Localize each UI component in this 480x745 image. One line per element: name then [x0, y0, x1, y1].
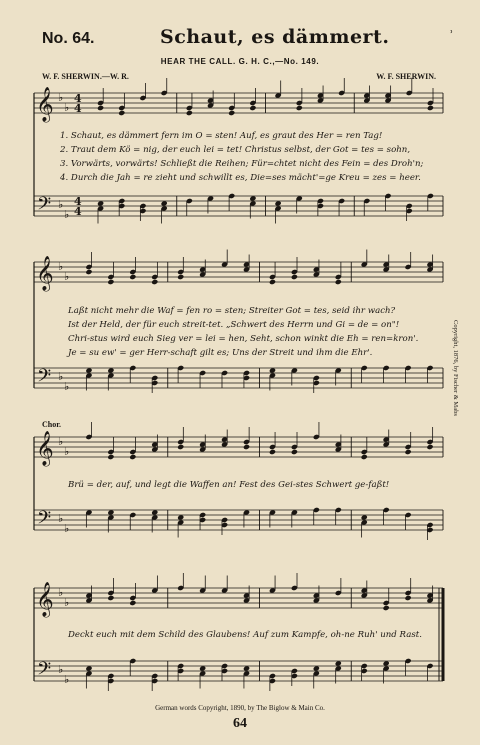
note-head	[129, 454, 136, 460]
note-head	[107, 279, 114, 285]
verse-line: Je = su ew' = ger Herr-schaft gilt es; Uns der Streit und ihm die Ehr'.	[68, 348, 373, 358]
verse-line: Laßt nicht mehr die Waf = fen ro = sten; Streiter Got = tes, seid ihr wach?	[68, 306, 396, 316]
key-signature-flat: ♭	[58, 91, 64, 104]
chorus-line: Brü = der, auf, und legt die Waffen an! Fest des Gei-stes Schwert ge-faßt!	[68, 480, 390, 490]
note-head	[249, 105, 256, 111]
key-signature-flat: ♭	[58, 663, 64, 676]
corner-mark: ˒	[450, 26, 454, 39]
key-signature-flat: ♭	[58, 260, 64, 273]
note-head	[383, 605, 390, 611]
note-head	[335, 279, 342, 285]
note-head	[107, 454, 114, 460]
lyricist-credit: W. F. SHERWIN.—W. R.	[42, 72, 129, 81]
key-signature-flat: ♭	[64, 270, 70, 283]
note-head	[269, 279, 276, 285]
treble-clef: 𝄞	[36, 431, 54, 466]
note-head	[269, 449, 276, 455]
note-head	[405, 595, 412, 601]
key-signature-flat: ♭	[64, 673, 70, 686]
note-head	[228, 110, 235, 116]
note-head	[186, 110, 193, 116]
hymn-number: No. 64.	[42, 30, 95, 47]
verse-line: 3. Vorwärts, vorwärts! Schließt die Reihen; Für=chtet nicht des Fein = des Droh'n;	[60, 159, 424, 169]
key-signature-flat: ♭	[64, 380, 70, 393]
note-head	[129, 600, 136, 606]
note-head	[296, 105, 303, 111]
note-head	[405, 449, 412, 455]
key-signature-flat: ♭	[58, 512, 64, 525]
key-signature-flat: ♭	[58, 435, 64, 448]
treble-clef: 𝄞	[36, 87, 54, 122]
note-head	[85, 269, 92, 275]
verse-line: 1. Schaut, es dämmert fern im O = sten! Auf, es graut des Her = ren Tag!	[60, 131, 383, 141]
hymn-title: Schaut, es dämmert.	[160, 26, 390, 48]
note-head	[243, 444, 250, 450]
key-signature-flat: ♭	[64, 101, 70, 114]
verse-line: Chri-stus wird euch Sieg ver = lei = hen, Seht, schon winkt die Eh = ren=kron'.	[68, 334, 419, 344]
key-signature-flat: ♭	[58, 198, 64, 211]
note-head	[426, 444, 433, 450]
tune-reference: HEAR THE CALL. G. H. C.,—No. 149.	[160, 57, 320, 66]
page-number: 64	[233, 716, 247, 731]
note-head	[177, 444, 184, 450]
note-head	[118, 110, 125, 116]
side-copyright: Copyright, 1876, by Fischer & Mabs	[452, 320, 459, 416]
key-signature-flat: ♭	[64, 522, 70, 535]
note-head	[97, 105, 104, 111]
verse-line: 2. Traut dem Kö = nig, der euch lei = tet! Christus selbst, der Got = tes = sohn,	[60, 145, 411, 155]
time-signature: 4	[74, 195, 82, 208]
key-signature-flat: ♭	[64, 208, 70, 221]
key-signature-flat: ♭	[58, 586, 64, 599]
bass-clef: 𝄢	[37, 659, 52, 684]
bass-clef: 𝄢	[37, 194, 52, 219]
bass-clef: 𝄢	[37, 508, 52, 533]
note-head	[129, 274, 136, 280]
chorus-line: Deckt euch mit dem Schild des Glaubens! Auf zum Kampfe, oh-ne Ruh' und Rast.	[68, 630, 422, 640]
time-signature: 4	[74, 92, 82, 105]
verse-line: 4. Durch die Jah = re zieht und schwillt es, Die=ses mächt'=ge Kreu = zes = heer.	[60, 173, 421, 183]
composer-credit: W. F. SHERWIN.	[376, 72, 436, 81]
note-head	[177, 274, 184, 280]
note-head	[361, 454, 368, 460]
time-signature: 4	[74, 205, 82, 218]
note-head	[107, 595, 114, 601]
key-signature-flat: ♭	[64, 596, 70, 609]
note-head	[291, 449, 298, 455]
treble-clef: 𝄞	[36, 256, 54, 291]
note-head	[427, 105, 434, 111]
note-head	[291, 274, 298, 280]
chorus-label: Chor.	[42, 420, 62, 429]
footer-copyright: German words Copyright, 1890, by The Biglow & Main Co.	[155, 704, 325, 712]
bass-clef: 𝄢	[37, 366, 52, 391]
time-signature: 4	[74, 102, 82, 115]
verse-line: Ist der Held, der für euch streit-tet. „Schwert des Herrn und Gi = de = on"!	[68, 320, 400, 330]
treble-clef: 𝄞	[36, 582, 54, 617]
key-signature-flat: ♭	[58, 370, 64, 383]
note-head	[151, 279, 158, 285]
key-signature-flat: ♭	[64, 445, 70, 458]
